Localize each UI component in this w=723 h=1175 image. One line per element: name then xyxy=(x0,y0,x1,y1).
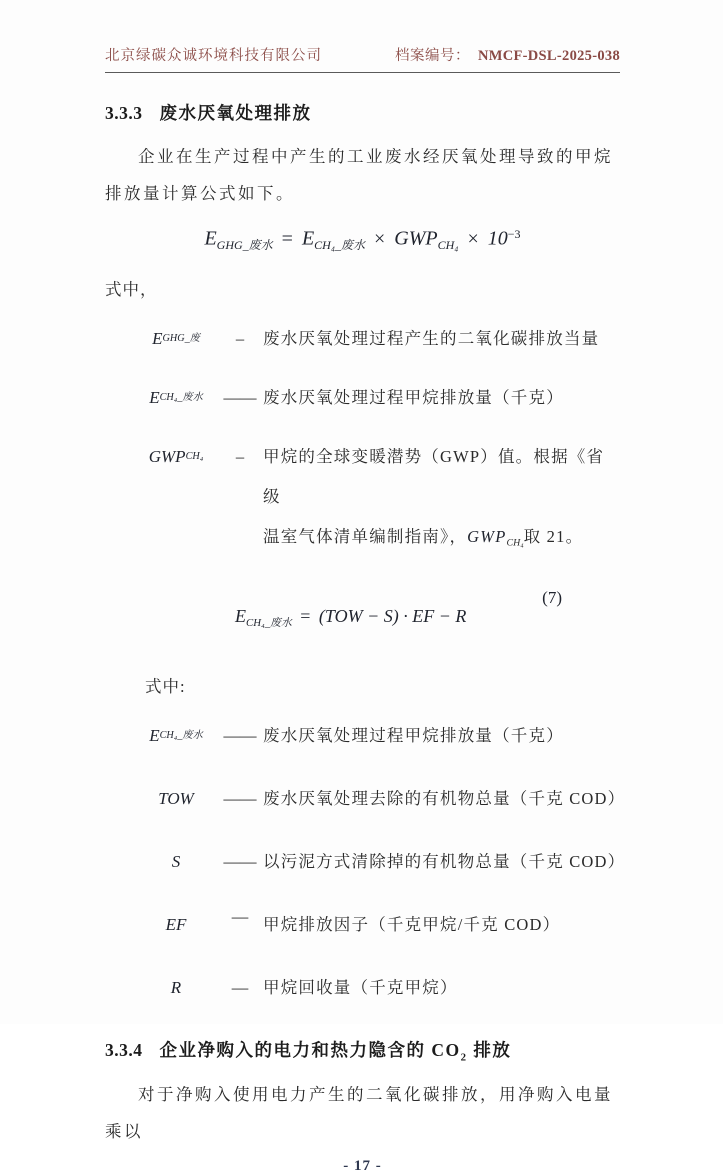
section-heading-334 xyxy=(105,1037,620,1064)
dash: — xyxy=(231,978,249,998)
definition-text: 甲烷排放因子（千克甲烷/千克 COD） xyxy=(263,915,561,935)
symbol: E CH₄_废水 xyxy=(149,387,203,407)
formula-ghg-wastewater: $E_{GHG\_废水} = E_{CH_4\_废水} \times GWP_{CH_4} \times 10^{-3}$ xyxy=(204,227,521,252)
definition-text: 甲烷回收量（千克甲烷） xyxy=(263,978,458,998)
formula-var: E xyxy=(204,227,217,250)
equation-number: (7) xyxy=(542,588,562,608)
section-number: 3.3.3 xyxy=(105,103,143,123)
archive-number-block xyxy=(395,44,620,65)
dash: —— xyxy=(223,852,257,872)
formula-var: GWP xyxy=(394,227,438,250)
formula-var: E xyxy=(301,227,315,250)
symbol: EF xyxy=(165,915,187,935)
definition-text: 废水厌氧处理过程产生的二氧化碳排放当量 xyxy=(263,328,600,348)
definition-text: 以污泥方式清除掉的有机物总量（千克 COD） xyxy=(263,852,626,872)
dash: —— xyxy=(223,726,257,746)
section-number: 3.3.4 xyxy=(105,1040,143,1061)
dash: —— xyxy=(223,789,257,809)
dash: – xyxy=(235,328,245,348)
paragraph-334: 对于净购入使用电力产生的二氧化碳排放，用净购入电量乘以 xyxy=(105,1084,613,1141)
definition-row-gwp xyxy=(105,443,620,563)
definition-row-tow xyxy=(105,785,626,819)
formula-ch4-wastewater: $E_{CH_4\_废水} = (TOW - S)$ · EF − R xyxy=(235,606,467,629)
definition-row-eghg xyxy=(105,325,620,359)
definition-row-ech4 xyxy=(105,384,620,418)
page-header xyxy=(105,0,620,73)
where-label-2: 式中: xyxy=(145,677,186,697)
definition-row-s xyxy=(105,848,626,882)
company-name: 北京绿碳众诚环境科技有限公司 xyxy=(105,48,322,64)
inline-math-gwp: GWP xyxy=(467,526,507,546)
dash: —— xyxy=(223,387,257,407)
symbol: E CH₄_废水 xyxy=(149,726,203,746)
symbol: TOW xyxy=(158,789,194,809)
archive-label: 档案编号： xyxy=(394,48,470,64)
section-heading-333 xyxy=(105,100,620,125)
definition-text: 废水厌氧处理过程甲烷排放量（千克） xyxy=(263,726,564,746)
formula-var: 10 xyxy=(487,227,508,250)
definition-row-r xyxy=(105,974,620,1008)
where-label-1: 式中， xyxy=(105,279,158,299)
definition-row-ef xyxy=(105,907,620,945)
definition-text: 废水厌氧处理去除的有机物总量（千克 COD） xyxy=(263,789,626,809)
definitions-list-1 xyxy=(105,325,620,563)
symbol: S xyxy=(171,852,181,872)
page-number: - 17 - xyxy=(343,1157,382,1174)
symbol: GWP CH₄ xyxy=(148,446,204,466)
equation-7-row xyxy=(105,588,620,634)
definition-text: 废水厌氧处理过程甲烷排放量（千克） xyxy=(263,387,564,407)
definition-text: 甲烷的全球变暖潜势（GWP）值。根据《省级 温室气体清单编制指南》，$GWP_{CH_4}$取 21。 xyxy=(263,446,605,549)
paragraph-333: 企业在生产过程中产生的工业废水经厌氧处理导致的甲烷排放量计算公式如下。 xyxy=(105,147,613,203)
dash: — xyxy=(231,907,249,927)
definitions-list-2 xyxy=(105,722,626,1008)
section-title: 废水厌氧处理排放 xyxy=(159,103,312,123)
archive-number: NMCF-DSL-2025-038 xyxy=(477,48,620,64)
definition-row-ech4-2 xyxy=(105,722,620,756)
dash: – xyxy=(235,446,245,466)
symbol: E GHG_废 xyxy=(152,328,200,348)
section-title: 企业净购入的电力和热力隐含的 $CO_2$ 排放 xyxy=(159,1040,512,1064)
symbol: R xyxy=(170,978,182,998)
